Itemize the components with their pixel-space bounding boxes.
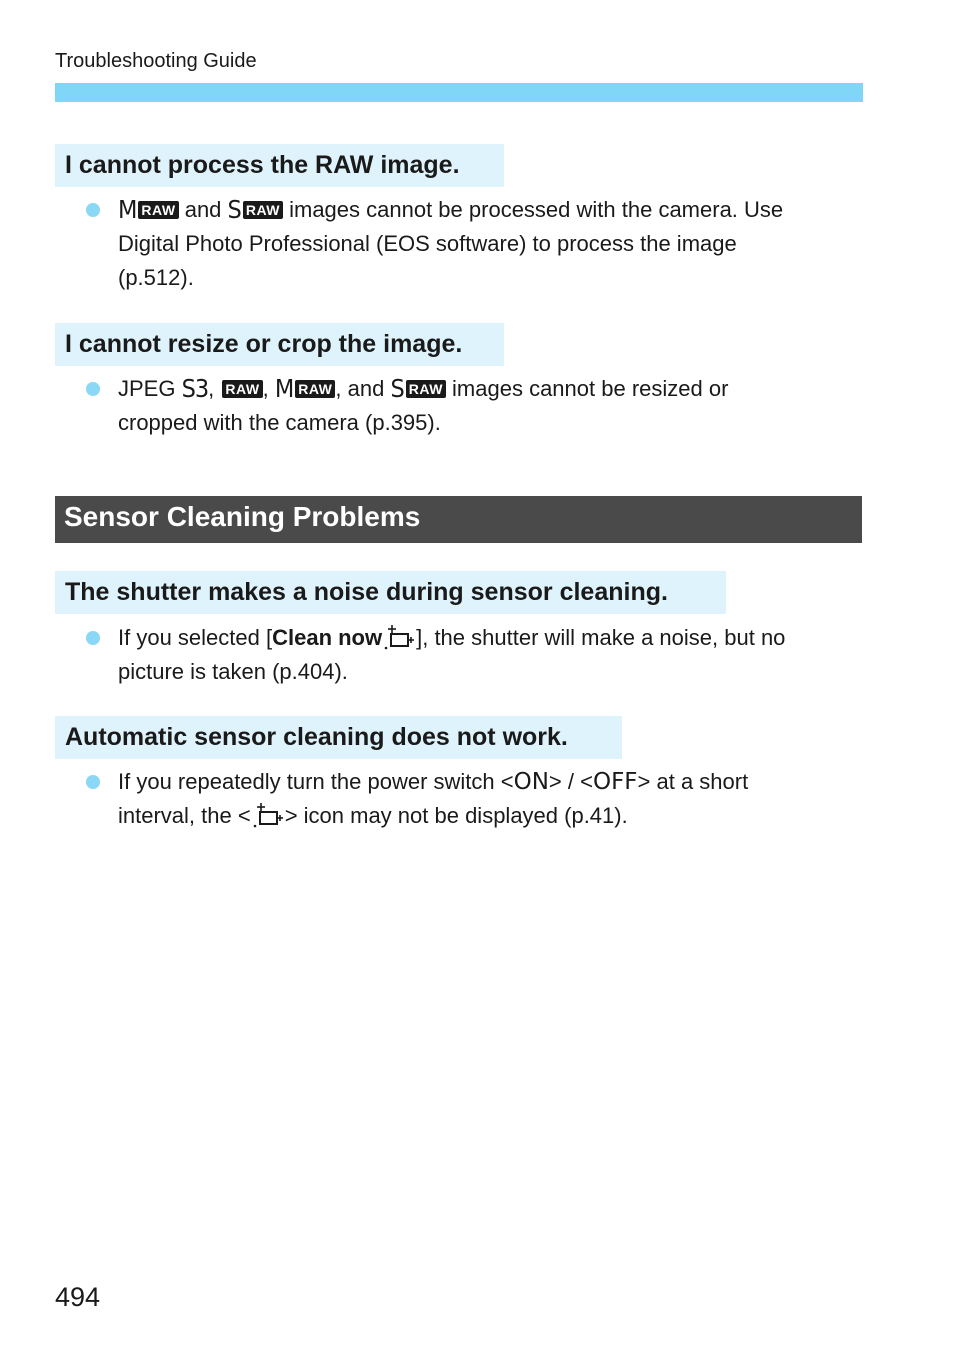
text: > icon may not be displayed (p.41). <box>284 803 628 828</box>
text: , and <box>335 376 391 401</box>
switch-off-label: OFF <box>592 769 638 795</box>
text: > / < <box>548 769 593 794</box>
section-title: Sensor Cleaning Problems <box>55 496 862 543</box>
bullet-dot <box>86 382 100 396</box>
text: images cannot be resized or <box>445 376 729 401</box>
text: interval, the < <box>118 803 251 828</box>
quality-m-symbol: M <box>274 374 294 403</box>
text: , <box>208 376 221 401</box>
switch-on-label: ON <box>513 769 549 795</box>
heading-resize-crop: I cannot resize or crop the image. <box>55 323 504 366</box>
heading-shutter-noise: The shutter makes a noise during sensor cleaning. <box>55 571 726 614</box>
menu-item-label: Clean now <box>272 625 383 650</box>
bullet-auto-cleaning <box>86 765 866 833</box>
sensor-clean-icon <box>382 623 416 651</box>
text: picture is taken (p.404). <box>118 659 348 684</box>
bullet-raw-processing <box>86 193 866 295</box>
bullet-dot <box>86 775 100 789</box>
quality-s-symbol: S <box>227 195 241 224</box>
text: and <box>178 197 228 222</box>
header-bar <box>55 83 863 102</box>
quality-m-symbol: M <box>118 195 137 224</box>
bullet-dot <box>86 631 100 645</box>
text: cropped with the camera (p.395). <box>118 410 441 435</box>
text: JPEG <box>118 376 182 401</box>
sensor-clean-icon <box>251 801 285 829</box>
raw-badge: RAW <box>243 201 283 219</box>
heading-auto-cleaning: Automatic sensor cleaning does not work. <box>55 716 622 759</box>
text: ], the shutter will make a noise, but no <box>416 625 786 650</box>
raw-badge: RAW <box>138 201 178 219</box>
bullet-shutter-noise <box>86 621 866 689</box>
text: If you selected [ <box>118 625 273 650</box>
raw-badge: RAW <box>222 380 262 398</box>
bullet-resize-crop <box>86 372 866 440</box>
text: If you repeatedly turn the power switch < <box>118 769 514 794</box>
running-head: Troubleshooting Guide <box>55 50 257 72</box>
text: > at a short <box>637 769 749 794</box>
text: , <box>262 376 275 401</box>
text: (p.512). <box>118 265 194 290</box>
raw-badge: RAW <box>295 380 335 398</box>
raw-badge: RAW <box>406 380 446 398</box>
bullet-dot <box>86 203 100 217</box>
text: Digital Photo Professional (EOS software) to process the image <box>118 231 737 256</box>
heading-raw-processing: I cannot process the RAW image. <box>55 144 504 187</box>
quality-s-symbol: S <box>390 374 404 403</box>
quality-s3-symbol: S3 <box>181 374 209 403</box>
text: images cannot be processed with the camera. Use <box>283 197 784 222</box>
page-number: 494 <box>55 1282 101 1312</box>
